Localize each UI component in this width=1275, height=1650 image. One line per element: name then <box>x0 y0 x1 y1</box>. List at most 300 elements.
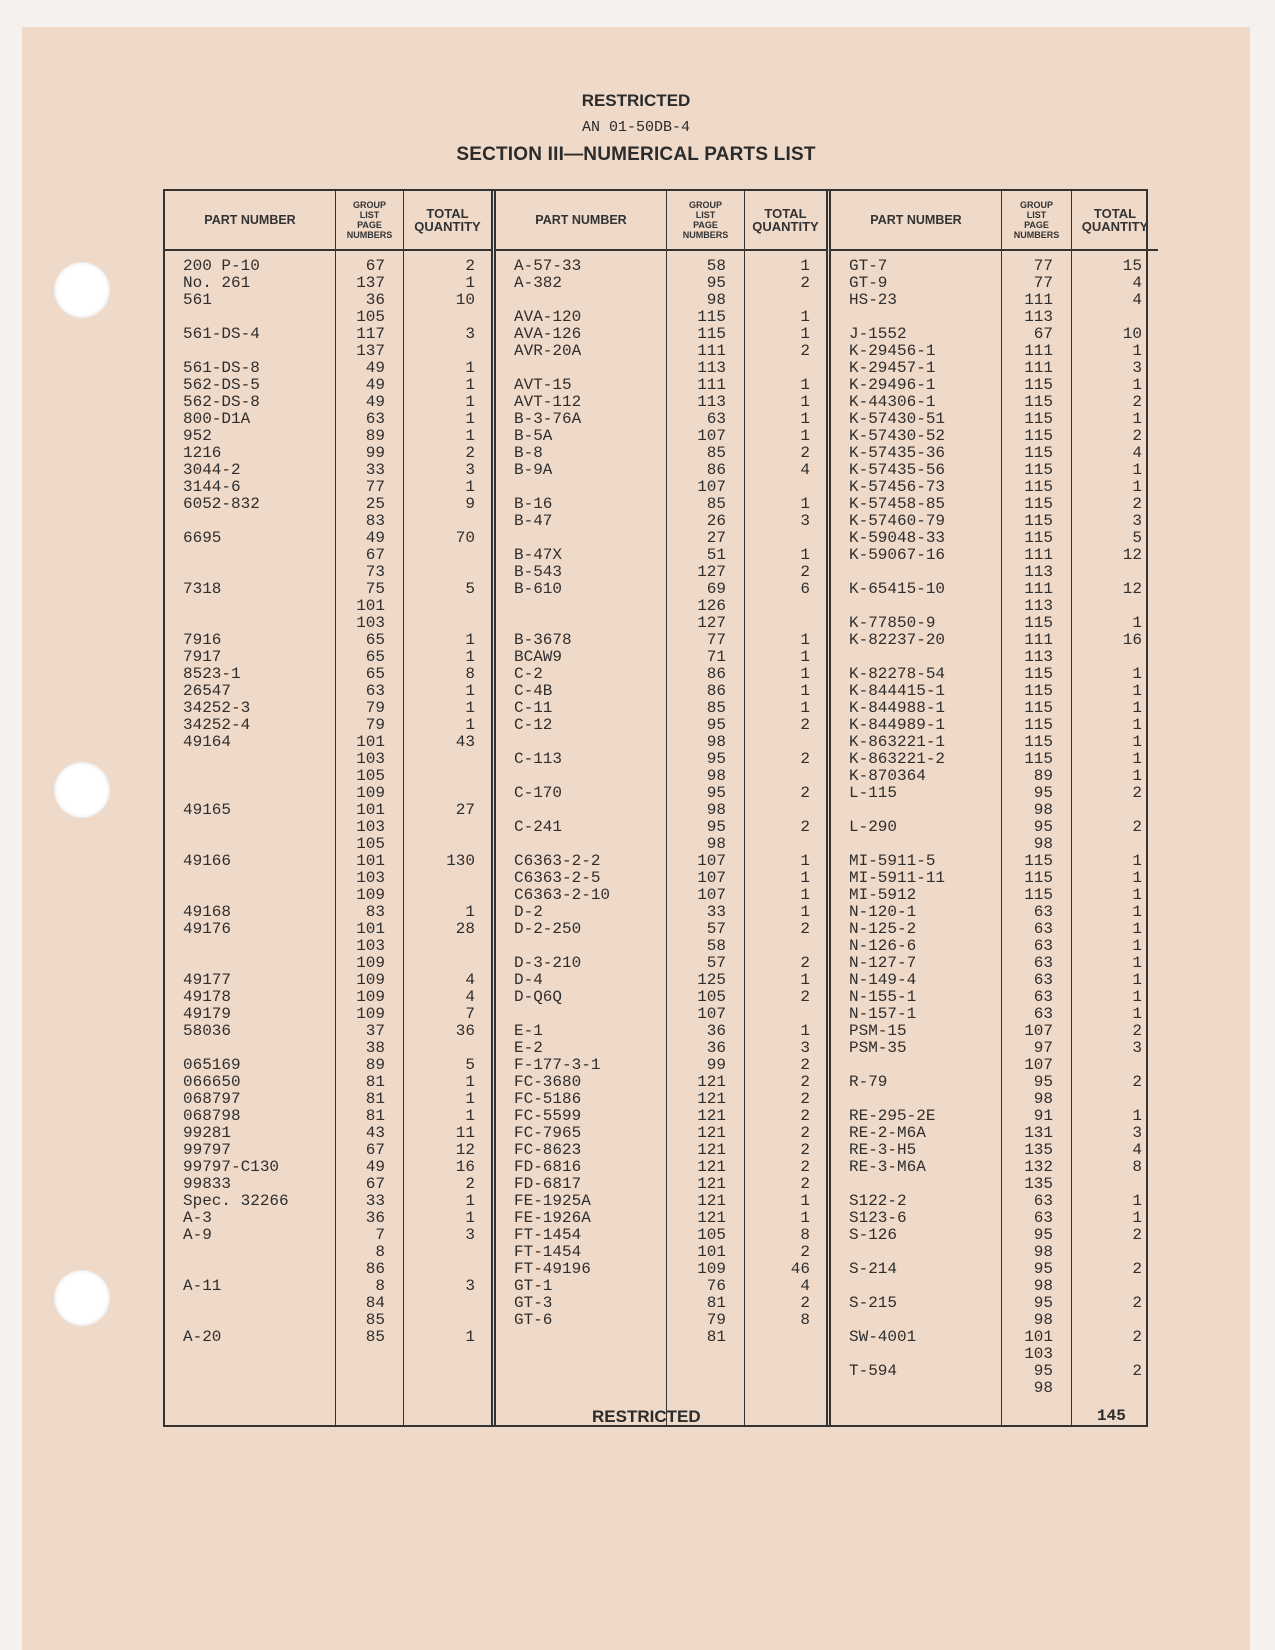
quantity-cell <box>1072 801 1158 818</box>
page-number-cell: 98 <box>706 801 726 819</box>
page-number-cell: 81 <box>365 1107 385 1125</box>
page-number-cell: 101 <box>356 920 385 938</box>
part-number-cell: C-170 <box>514 784 563 802</box>
part-number-cell: K-844989-1 <box>849 716 946 734</box>
quantity-cell: 1 <box>800 393 810 411</box>
page-number-cell: 113 <box>1024 648 1053 666</box>
quantity-cell <box>745 359 826 376</box>
part-number-cell: 561-DS-4 <box>183 325 260 343</box>
page-number-cell: 85 <box>706 699 726 717</box>
quantity-cell: 1 <box>800 971 810 989</box>
quantity-cell: 9 <box>465 495 475 513</box>
part-number-cell: AVA-120 <box>514 308 582 326</box>
part-number-cell: C6363-2-2 <box>514 852 601 870</box>
page-number-cell: 7 <box>375 1226 385 1244</box>
page-number-cell: 49 <box>365 359 385 377</box>
quantity-cell: 1 <box>1132 1107 1142 1125</box>
quantity-cell: 1 <box>1132 478 1142 496</box>
header-part-number: PART NUMBER <box>204 213 296 227</box>
part-number-cell <box>496 614 666 631</box>
header-group-list-page-numbers <box>335 191 403 249</box>
page-number-cell: 115 <box>1024 529 1053 547</box>
quantity-cell: 3 <box>1132 1039 1142 1057</box>
quantity-cell: 1 <box>1132 971 1142 989</box>
part-number-cell: RE-2-M6A <box>849 1124 926 1142</box>
page-number-cell: 107 <box>697 852 726 870</box>
page-number-cell: 89 <box>365 1056 385 1074</box>
part-number-cell <box>496 291 666 308</box>
page-number-cell: 101 <box>356 801 385 819</box>
header-line: PAGE <box>357 220 382 230</box>
part-number-cell <box>165 937 335 954</box>
page-number-cell: 84 <box>365 1294 385 1312</box>
part-number-cell: K-57430-51 <box>849 410 946 428</box>
page-number-cell: 63 <box>1033 1192 1053 1210</box>
page-number-cell: 105 <box>356 835 385 853</box>
quantity-cell: 1 <box>1132 750 1142 768</box>
quantity-cell <box>404 1294 491 1311</box>
part-number-cell: No. 261 <box>183 274 251 292</box>
page-number-cell: 103 <box>356 869 385 887</box>
quantity-cell <box>404 342 491 359</box>
part-number-cell: K-57430-52 <box>849 427 946 445</box>
quantity-cell: 1 <box>465 699 475 717</box>
part-number-cell: 7318 <box>183 580 222 598</box>
quantity-cell: 5 <box>465 580 475 598</box>
quantity-cell: 5 <box>465 1056 475 1074</box>
quantity-cell: 4 <box>800 461 810 479</box>
quantity-cell: 6 <box>800 580 810 598</box>
page-number-cell: 65 <box>365 631 385 649</box>
page-number-cell: 71 <box>706 648 726 666</box>
quantity-cell: 8 <box>800 1226 810 1244</box>
quantity-cell <box>404 614 491 631</box>
quantity-cell: 2 <box>800 444 810 462</box>
page-number-cell: 63 <box>1033 903 1053 921</box>
page-number-cell: 117 <box>356 325 385 343</box>
header-total-quantity <box>1071 191 1158 249</box>
quantity-cell <box>745 614 826 631</box>
part-number-cell <box>496 597 666 614</box>
part-number-cell: AVR-20A <box>514 342 582 360</box>
page-number-cell: 115 <box>1024 461 1053 479</box>
part-number-cell: K-29496-1 <box>849 376 936 394</box>
part-number-cell <box>831 1345 1001 1362</box>
page-number-cell: 107 <box>697 478 726 496</box>
page-number-cell: 99 <box>706 1056 726 1074</box>
part-number-cell <box>831 1175 1001 1192</box>
quantity-cell: 2 <box>465 257 475 275</box>
page-number-cell: 98 <box>706 733 726 751</box>
page-number-cell: 103 <box>356 937 385 955</box>
quantity-cell: 1 <box>1132 665 1142 683</box>
quantity-cell: 1 <box>1132 376 1142 394</box>
page-number-cell: 85 <box>365 1311 385 1329</box>
column-qty <box>403 251 491 1425</box>
part-number-cell: PSM-35 <box>849 1039 907 1057</box>
part-number-cell: 49178 <box>183 988 232 1006</box>
quantity-cell <box>1072 835 1158 852</box>
header-total-quantity <box>744 191 826 249</box>
part-number-cell: AVT-15 <box>514 376 572 394</box>
quantity-cell: 3 <box>800 512 810 530</box>
part-number-cell: FE-1926A <box>514 1209 591 1227</box>
quantity-cell: 2 <box>1132 1022 1142 1040</box>
quantity-cell: 1 <box>800 852 810 870</box>
part-number-cell: N-157-1 <box>849 1005 917 1023</box>
page-number-cell: 105 <box>697 988 726 1006</box>
page-number-cell: 36 <box>706 1039 726 1057</box>
quantity-cell: 1 <box>465 1090 475 1108</box>
part-number-cell: 068798 <box>183 1107 241 1125</box>
part-number-cell: B-47X <box>514 546 563 564</box>
part-number-cell: GT-9 <box>849 274 888 292</box>
part-number-cell <box>831 597 1001 614</box>
quantity-cell: 2 <box>800 716 810 734</box>
part-number-cell <box>165 784 335 801</box>
page-number-cell: 115 <box>697 325 726 343</box>
column-qty <box>744 251 826 1425</box>
page-number-cell: 115 <box>697 308 726 326</box>
quantity-cell: 2 <box>1132 1226 1142 1244</box>
part-number-cell <box>496 801 666 818</box>
page-number-cell: 125 <box>697 971 726 989</box>
page-number-cell: 86 <box>706 682 726 700</box>
page-number-cell: 115 <box>1024 512 1053 530</box>
page-number-cell: 103 <box>1024 1345 1053 1363</box>
quantity-cell <box>404 818 491 835</box>
quantity-cell <box>1072 648 1158 665</box>
part-number-cell: A-20 <box>183 1328 222 1346</box>
part-number-cell: MI-5911-5 <box>849 852 936 870</box>
page-number-cell: 105 <box>356 308 385 326</box>
quantity-cell: 1 <box>465 427 475 445</box>
page-number-cell: 109 <box>356 1005 385 1023</box>
quantity-cell: 2 <box>800 1175 810 1193</box>
quantity-cell <box>404 563 491 580</box>
page-number-cell: 95 <box>706 750 726 768</box>
column-part <box>831 251 1001 1425</box>
page-number-cell: 111 <box>1024 580 1053 598</box>
page-number-cell: 63 <box>1033 971 1053 989</box>
page-number-cell: 63 <box>1033 1209 1053 1227</box>
quantity-cell: 1 <box>465 376 475 394</box>
binder-hole <box>54 762 110 818</box>
part-number-cell <box>831 1243 1001 1260</box>
quantity-cell: 2 <box>1132 427 1142 445</box>
part-number-cell: K-44306-1 <box>849 393 936 411</box>
part-number-cell: 99833 <box>183 1175 232 1193</box>
page-number-cell: 81 <box>365 1090 385 1108</box>
header-line: NUMBERS <box>346 230 393 240</box>
part-number-cell: B-3-76A <box>514 410 582 428</box>
part-number-cell: FC-3680 <box>514 1073 582 1091</box>
page-number-cell: 85 <box>706 444 726 462</box>
page-number-cell: 91 <box>1033 1107 1053 1125</box>
quantity-cell: 8 <box>1132 1158 1142 1176</box>
table-header <box>831 191 1158 251</box>
part-number-cell: 49179 <box>183 1005 232 1023</box>
page-number-cell: 101 <box>356 597 385 615</box>
page-number-cell: 58 <box>706 937 726 955</box>
part-number-cell <box>496 835 666 852</box>
quantity-cell: 4 <box>1132 291 1142 309</box>
part-number-cell: N-127-7 <box>849 954 917 972</box>
quantity-cell: 4 <box>800 1277 810 1295</box>
part-number-cell: D-2-250 <box>514 920 582 938</box>
page-number-cell: 103 <box>356 818 385 836</box>
quantity-cell: 2 <box>800 1141 810 1159</box>
page-number-cell: 121 <box>697 1073 726 1091</box>
part-number-cell <box>831 648 1001 665</box>
part-number-cell: 7917 <box>183 648 222 666</box>
part-number-cell: B-47 <box>514 512 553 530</box>
quantity-cell: 1 <box>465 648 475 666</box>
quantity-cell <box>404 546 491 563</box>
quantity-cell: 28 <box>455 920 475 938</box>
page-number-cell: 77 <box>365 478 385 496</box>
part-number-cell: 49166 <box>183 852 232 870</box>
page-number-cell: 115 <box>1024 427 1053 445</box>
quantity-cell: 2 <box>1132 784 1142 802</box>
part-number-cell: FC-8623 <box>514 1141 582 1159</box>
part-number-cell: K-57435-56 <box>849 461 946 479</box>
page-number-cell: 63 <box>1033 1005 1053 1023</box>
part-number-cell: 7916 <box>183 631 222 649</box>
page-number-cell: 121 <box>697 1192 726 1210</box>
part-number-cell <box>165 512 335 529</box>
page-number-cell: 109 <box>356 784 385 802</box>
page-number-cell: 63 <box>706 410 726 428</box>
page-number-cell: 38 <box>365 1039 385 1057</box>
part-number-cell <box>165 1294 335 1311</box>
quantity-cell: 3 <box>800 1039 810 1057</box>
part-number-cell: MI-5912 <box>849 886 917 904</box>
quantity-cell <box>404 767 491 784</box>
page-number-cell: 98 <box>1033 1243 1053 1261</box>
page-number-cell: 97 <box>1033 1039 1053 1057</box>
quantity-cell: 2 <box>1132 1362 1142 1380</box>
page-number-cell: 115 <box>1024 869 1053 887</box>
part-number-cell: C6363-2-10 <box>514 886 611 904</box>
page-number-cell: 113 <box>1024 563 1053 581</box>
manual-number: AN 01-50DB-4 <box>581 119 691 136</box>
page-number-cell: 107 <box>697 1005 726 1023</box>
quantity-cell <box>1072 1345 1158 1362</box>
part-number-cell: A-57-33 <box>514 257 582 275</box>
page-number-cell: 95 <box>1033 1073 1053 1091</box>
page-number-cell: 115 <box>1024 410 1053 428</box>
quantity-cell <box>404 1260 491 1277</box>
quantity-cell <box>1072 597 1158 614</box>
page-number-cell: 127 <box>697 614 726 632</box>
header-line: LIST <box>1026 210 1047 220</box>
quantity-cell: 1 <box>1132 988 1142 1006</box>
section-title: SECTION III—NUMERICAL PARTS LIST <box>456 144 816 165</box>
quantity-cell <box>404 750 491 767</box>
part-number-cell: K-863221-1 <box>849 733 946 751</box>
column-qty <box>1071 251 1158 1425</box>
quantity-cell: 2 <box>800 750 810 768</box>
quantity-cell: 2 <box>800 988 810 1006</box>
page-number-cell: 83 <box>365 903 385 921</box>
page-number-cell: 115 <box>1024 750 1053 768</box>
part-number-cell: S123-6 <box>849 1209 907 1227</box>
part-number-cell: K-57458-85 <box>849 495 946 513</box>
page-number-cell: 115 <box>1024 886 1053 904</box>
part-number-cell: K-29457-1 <box>849 359 936 377</box>
part-number-cell: GT-7 <box>849 257 888 275</box>
quantity-cell: 1 <box>800 325 810 343</box>
page-number-cell: 95 <box>1033 784 1053 802</box>
header-line: NUMBERS <box>682 230 729 240</box>
page-number-cell: 86 <box>706 665 726 683</box>
quantity-cell <box>404 937 491 954</box>
page-number-cell: 111 <box>697 376 726 394</box>
part-number-cell <box>165 308 335 325</box>
page-number-cell: 36 <box>365 1209 385 1227</box>
quantity-cell: 2 <box>800 818 810 836</box>
part-number-cell: 065169 <box>183 1056 241 1074</box>
quantity-cell <box>404 1311 491 1328</box>
quantity-cell: 2 <box>1132 495 1142 513</box>
quantity-cell <box>404 869 491 886</box>
part-number-cell <box>165 818 335 835</box>
quantity-cell <box>745 291 826 308</box>
quantity-cell: 16 <box>455 1158 475 1176</box>
page-number-cell: 107 <box>697 886 726 904</box>
part-number-cell <box>165 954 335 971</box>
part-number-cell <box>496 478 666 495</box>
page-number-cell: 135 <box>1024 1175 1053 1193</box>
page-number-cell: 109 <box>697 1260 726 1278</box>
part-number-cell: RE-295-2E <box>849 1107 936 1125</box>
quantity-cell: 1 <box>1132 682 1142 700</box>
quantity-cell: 1 <box>1132 903 1142 921</box>
quantity-cell: 1 <box>800 682 810 700</box>
quantity-cell: 70 <box>455 529 475 547</box>
part-number-cell: B-16 <box>514 495 553 513</box>
quantity-cell <box>745 937 826 954</box>
header-total-quantity <box>403 191 491 249</box>
quantity-cell: 12 <box>1122 546 1142 564</box>
part-number-cell: K-870364 <box>849 767 926 785</box>
page-number-cell: 115 <box>1024 376 1053 394</box>
page-number-cell: 49 <box>365 529 385 547</box>
header-line: GROUP <box>1019 200 1053 210</box>
quantity-cell <box>745 733 826 750</box>
quantity-cell <box>404 954 491 971</box>
quantity-cell <box>404 835 491 852</box>
quantity-cell <box>404 1243 491 1260</box>
quantity-cell <box>404 1039 491 1056</box>
page-number: 145 <box>1097 1407 1126 1425</box>
page-number-cell: 99 <box>365 444 385 462</box>
header-line: QUANTITY <box>414 219 481 234</box>
header-line: GROUP <box>352 200 386 210</box>
page-number-cell: 95 <box>1033 1362 1053 1380</box>
part-number-cell: B-543 <box>514 563 563 581</box>
quantity-cell: 1 <box>465 1209 475 1227</box>
page-number-cell: 85 <box>706 495 726 513</box>
quantity-cell: 8 <box>800 1311 810 1329</box>
page-number-cell: 67 <box>1033 325 1053 343</box>
part-number-cell: K-82237-20 <box>849 631 946 649</box>
quantity-cell: 1 <box>1132 954 1142 972</box>
part-number-cell: HS-23 <box>849 291 898 309</box>
quantity-cell: 1 <box>1132 410 1142 428</box>
part-number-cell: 49165 <box>183 801 232 819</box>
part-number-cell <box>831 563 1001 580</box>
page-number-cell: 109 <box>356 886 385 904</box>
part-number-cell: N-155-1 <box>849 988 917 1006</box>
quantity-cell <box>745 801 826 818</box>
quantity-cell: 2 <box>800 274 810 292</box>
quantity-cell: 2 <box>800 1243 810 1261</box>
page-number-cell: 132 <box>1024 1158 1053 1176</box>
part-number-cell: K-59048-33 <box>849 529 946 547</box>
page-number-cell: 115 <box>1024 682 1053 700</box>
page-number-cell: 113 <box>1024 308 1053 326</box>
part-number-cell <box>496 529 666 546</box>
page-number-cell: 79 <box>365 716 385 734</box>
part-number-cell: K-844415-1 <box>849 682 946 700</box>
page-number-cell: 26 <box>706 512 726 530</box>
page-number-cell: 98 <box>1033 1090 1053 1108</box>
page-number-cell: 51 <box>706 546 726 564</box>
quantity-cell: 2 <box>800 784 810 802</box>
quantity-cell <box>745 529 826 546</box>
page-number-cell: 115 <box>1024 716 1053 734</box>
header-line: PAGE <box>1024 220 1049 230</box>
page-number-cell: 126 <box>697 597 726 615</box>
page-number-cell: 81 <box>706 1328 726 1346</box>
quantity-cell: 1 <box>465 903 475 921</box>
page-number-cell: 57 <box>706 954 726 972</box>
part-number-cell <box>496 767 666 784</box>
page-number-cell: 98 <box>706 291 726 309</box>
page-number-cell: 49 <box>365 1158 385 1176</box>
part-number-cell <box>165 563 335 580</box>
part-number-cell: J-1552 <box>849 325 907 343</box>
part-number-cell: A-9 <box>183 1226 212 1244</box>
page-number-cell: 121 <box>697 1209 726 1227</box>
page-number-cell: 33 <box>365 461 385 479</box>
page-number-cell: 63 <box>1033 988 1053 1006</box>
page-number-cell: 109 <box>356 988 385 1006</box>
page-number-cell: 121 <box>697 1141 726 1159</box>
part-number-cell: AVT-112 <box>514 393 582 411</box>
quantity-cell: 12 <box>455 1141 475 1159</box>
quantity-cell <box>1072 1243 1158 1260</box>
header-line: TOTAL <box>1093 206 1137 221</box>
part-number-cell <box>165 750 335 767</box>
page-number-cell: 63 <box>1033 920 1053 938</box>
table-block-2 <box>491 191 826 1425</box>
page-number-cell: 63 <box>1033 937 1053 955</box>
quantity-cell <box>1072 563 1158 580</box>
part-number-cell: 49164 <box>183 733 232 751</box>
page-number-cell: 115 <box>1024 444 1053 462</box>
part-number-cell <box>165 546 335 563</box>
part-number-cell: F-177-3-1 <box>514 1056 601 1074</box>
page-number-cell: 65 <box>365 665 385 683</box>
quantity-cell: 12 <box>1122 580 1142 598</box>
page-number-cell: 75 <box>365 580 385 598</box>
part-number-cell: 49168 <box>183 903 232 921</box>
part-number-cell <box>496 733 666 750</box>
page-number-cell: 79 <box>365 699 385 717</box>
